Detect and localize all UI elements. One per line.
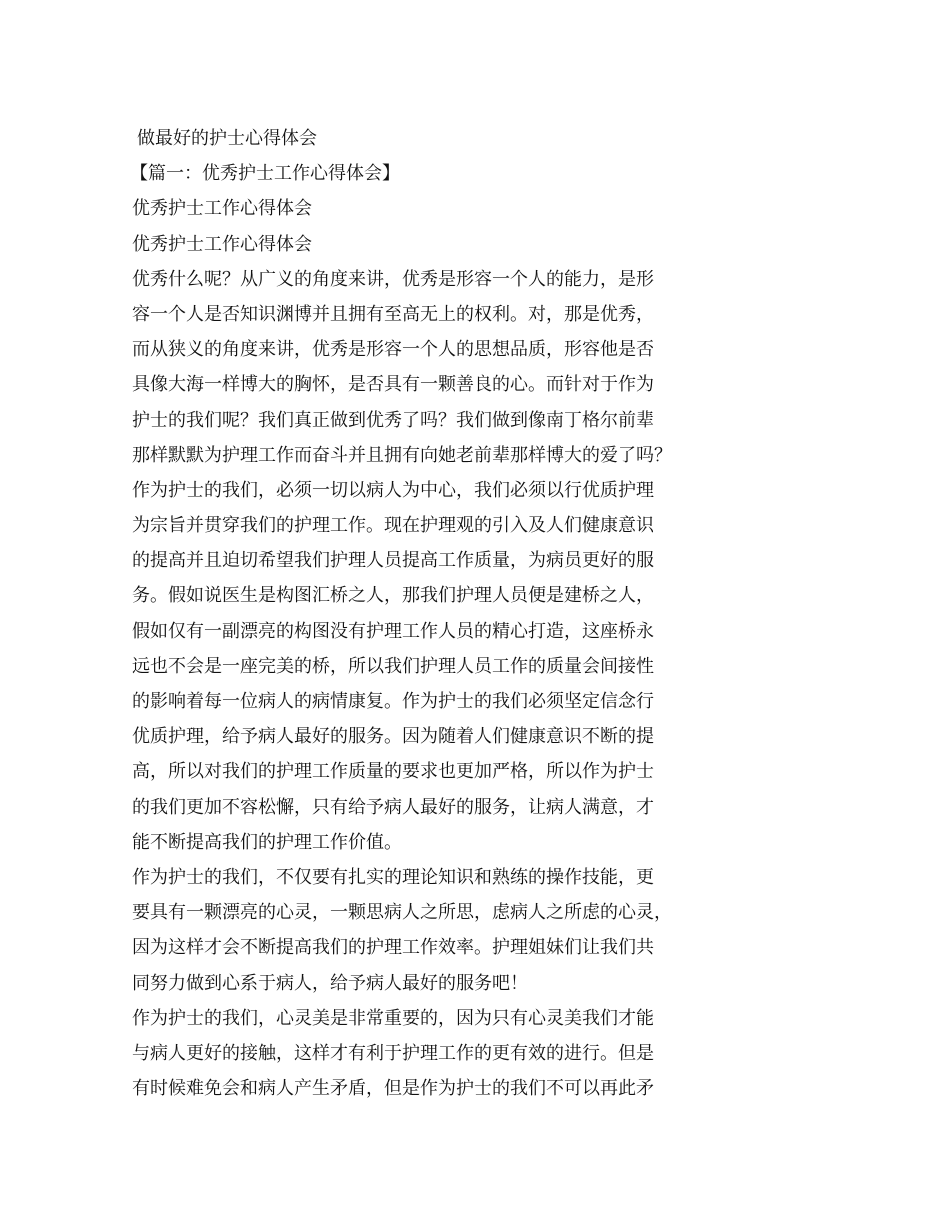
paragraph-line: 护士的我们呢？我们真正做到优秀了吗？我们做到像南丁格尔前辈 — [132, 409, 654, 431]
paragraph-line: 优秀什么呢？从广义的角度来讲，优秀是形容一个人的能力，是形 — [132, 268, 654, 290]
paragraph-line: 优质护理，给予病人最好的服务。因为随着人们健康意识不断的提 — [132, 726, 654, 748]
paragraph-line: 作为护士的我们，不仅要有扎实的理论知识和熟练的操作技能，更 — [132, 866, 654, 888]
section-heading: 【篇一：优秀护士工作心得体会】 — [130, 163, 400, 185]
paragraph-line: 与病人更好的接触，这样才有利于护理工作的更有效的进行。但是 — [132, 1042, 654, 1064]
document-title: 做最好的护士心得体会 — [137, 128, 317, 149]
paragraph-line: 假如仅有一副漂亮的构图没有护理工作人员的精心打造，这座桥永 — [132, 620, 654, 642]
paragraph-line: 具像大海一样博大的胸怀，是否具有一颗善良的心。而针对于作为 — [132, 374, 654, 396]
paragraph-line: 要具有一颗漂亮的心灵，一颗思病人之所思，虑病人之所虑的心灵， — [132, 902, 672, 924]
paragraph-line: 因为这样才会不断提高我们的护理工作效率。护理姐妹们让我们共 — [132, 937, 654, 959]
paragraph-line: 容一个人是否知识渊博并且拥有至高无上的权利。对，那是优秀， — [132, 303, 654, 325]
paragraph-line: 作为护士的我们，必须一切以病人为中心，我们必须以行优质护理 — [132, 479, 654, 501]
paragraph-line: 高，所以对我们的护理工作质量的要求也更加严格，所以作为护士 — [132, 761, 654, 783]
paragraph-line: 为宗旨并贯穿我们的护理工作。现在护理观的引入及人们健康意识 — [132, 515, 654, 537]
paragraph-line: 的我们更加不容松懈，只有给予病人最好的服务，让病人满意，才 — [132, 796, 654, 818]
subtitle-line: 优秀护士工作心得体会 — [132, 198, 312, 220]
paragraph-line: 的影响着每一位病人的病情康复。作为护士的我们必须坚定信念行 — [132, 691, 654, 712]
paragraph-line: 远也不会是一座完美的桥，所以我们护理人员工作的质量会间接性 — [132, 655, 654, 677]
paragraph-line: 那样默默为护理工作而奋斗并且拥有向她老前辈那样博大的爱了吗？ — [132, 444, 672, 466]
paragraph-line: 的提高并且迫切希望我们护理人员提高工作质量，为病员更好的服 — [132, 550, 654, 572]
paragraph-line: 能不断提高我们的护理工作价值。 — [132, 831, 402, 853]
paragraph-line: 作为护士的我们，心灵美是非常重要的，因为只有心灵美我们才能 — [132, 1007, 654, 1029]
paragraph-line: 而从狭义的角度来讲，优秀是形容一个人的思想品质，形容他是否 — [132, 339, 654, 361]
subtitle-line: 优秀护士工作心得体会 — [132, 233, 312, 255]
paragraph-line: 同努力做到心系于病人，给予病人最好的服务吧！ — [132, 972, 528, 994]
document-body — [132, 121, 692, 1106]
paragraph-line: 务。假如说医生是构图汇桥之人，那我们护理人员便是建桥之人， — [132, 585, 654, 607]
paragraph-line: 有时候难免会和病人产生矛盾，但是作为护士的我们不可以再此矛 — [132, 1078, 654, 1100]
